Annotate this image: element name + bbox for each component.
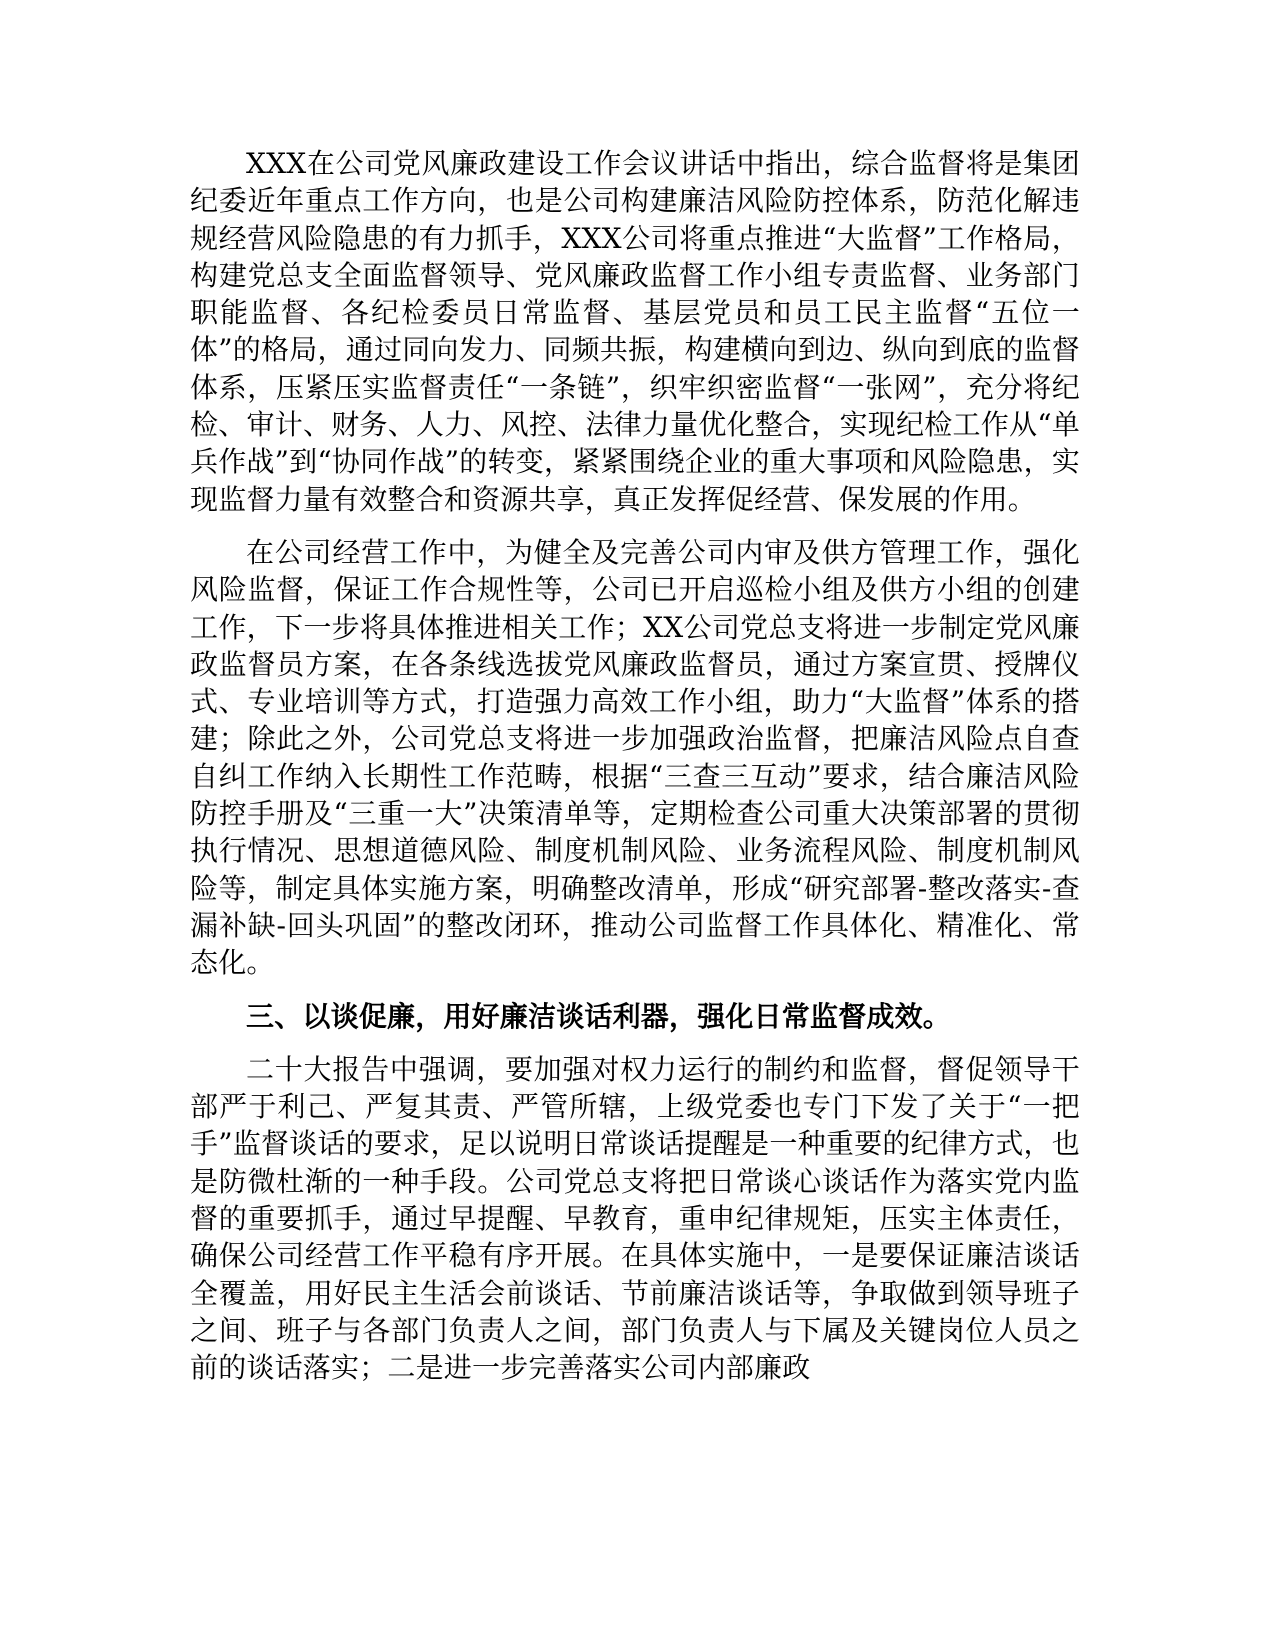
paragraph-integrity-talks: 二十大报告中强调，要加强对权力运行的制约和监督，督促领导干部严于利己、严复其责、严管所辖，上级党委也专门下发了关于“一把手”监督谈话的要求，足以说明日常谈话提醒是一种重要的纪律方式，也是防微杜渐的一种手段。公司党总支将把日常谈心谈话作为落实党内监督的重要抓手，通过早提醒、早教育，重申纪律规矩，压实主体责任，确保公司经营工作平稳有序开展。在具体实施中，一是要保证廉洁谈话全覆盖，用好民主生活会前谈话、节前廉洁谈话等，争取做到领导班子之间、班子与各部门负责人之间，部门负责人与下属及关键岗位人员之前的谈话落实；二是进一步完善落实公司内部廉政 [190, 1052, 1080, 1385]
paragraph-comprehensive-supervision: XXX在公司党风廉政建设工作会议讲话中指出，综合监督将是集团纪委近年重点工作方向，也是公司构建廉洁风险防控体系，防范化解违规经营风险隐患的有力抓手，XXX公司将重点推进“大监督”工作格局，构建党总支全面监督领导、党风廉政监督工作小组专责监督、业务部门职能监督、各纪检委员日常监督、基层党员和员工民主监督“五位一体”的格局，通过同向发力、同频共振，构建横向到边、纵向到底的监督体系，压紧压实监督责任“一条链”，织牢织密监督“一张网”，充分将纪检、审计、财务、人力、风控、法律力量优化整合，实现纪检工作从“单兵作战”到“协同作战”的转变，紧紧围绕企业的重大事项和风险隐患，实现监督力量有效整合和资源共享，真正发挥促经营、保发展的作用。 [190, 147, 1080, 516]
section-heading-3: 三、以谈促廉，用好廉洁谈话利器，强化日常监督成效。 [246, 999, 952, 1033]
document-page [190, 145, 1080, 1387]
paragraph-business-supervision: 在公司经营工作中，为健全及完善公司内审及供方管理工作，强化风险监督，保证工作合规性等，公司已开启巡检小组及供方小组的创建工作，下一步将具体推进相关工作；XX公司党总支将进一步制定党风廉政监督员方案，在各条线选拔党风廉政监督员，通过方案宣贯、授牌仪式、专业培训等方式，打造强力高效工作小组，助力“大监督”体系的搭建；除此之外，公司党总支将进一步加强政治监督，把廉洁风险点自查自纠工作纳入长期性工作范畴，根据“三查三互动”要求，结合廉洁风险防控手册及“三重一大”决策清单等，定期检查公司重大决策部署的贯彻执行情况、思想道德风险、制度机制风险、业务流程风险、制度机制风险等，制定具体实施方案，明确整改清单，形成“研究部署-整改落实-查漏补缺-回头巩固”的整改闭环，推动公司监督工作具体化、精准化、常态化。 [190, 535, 1080, 980]
